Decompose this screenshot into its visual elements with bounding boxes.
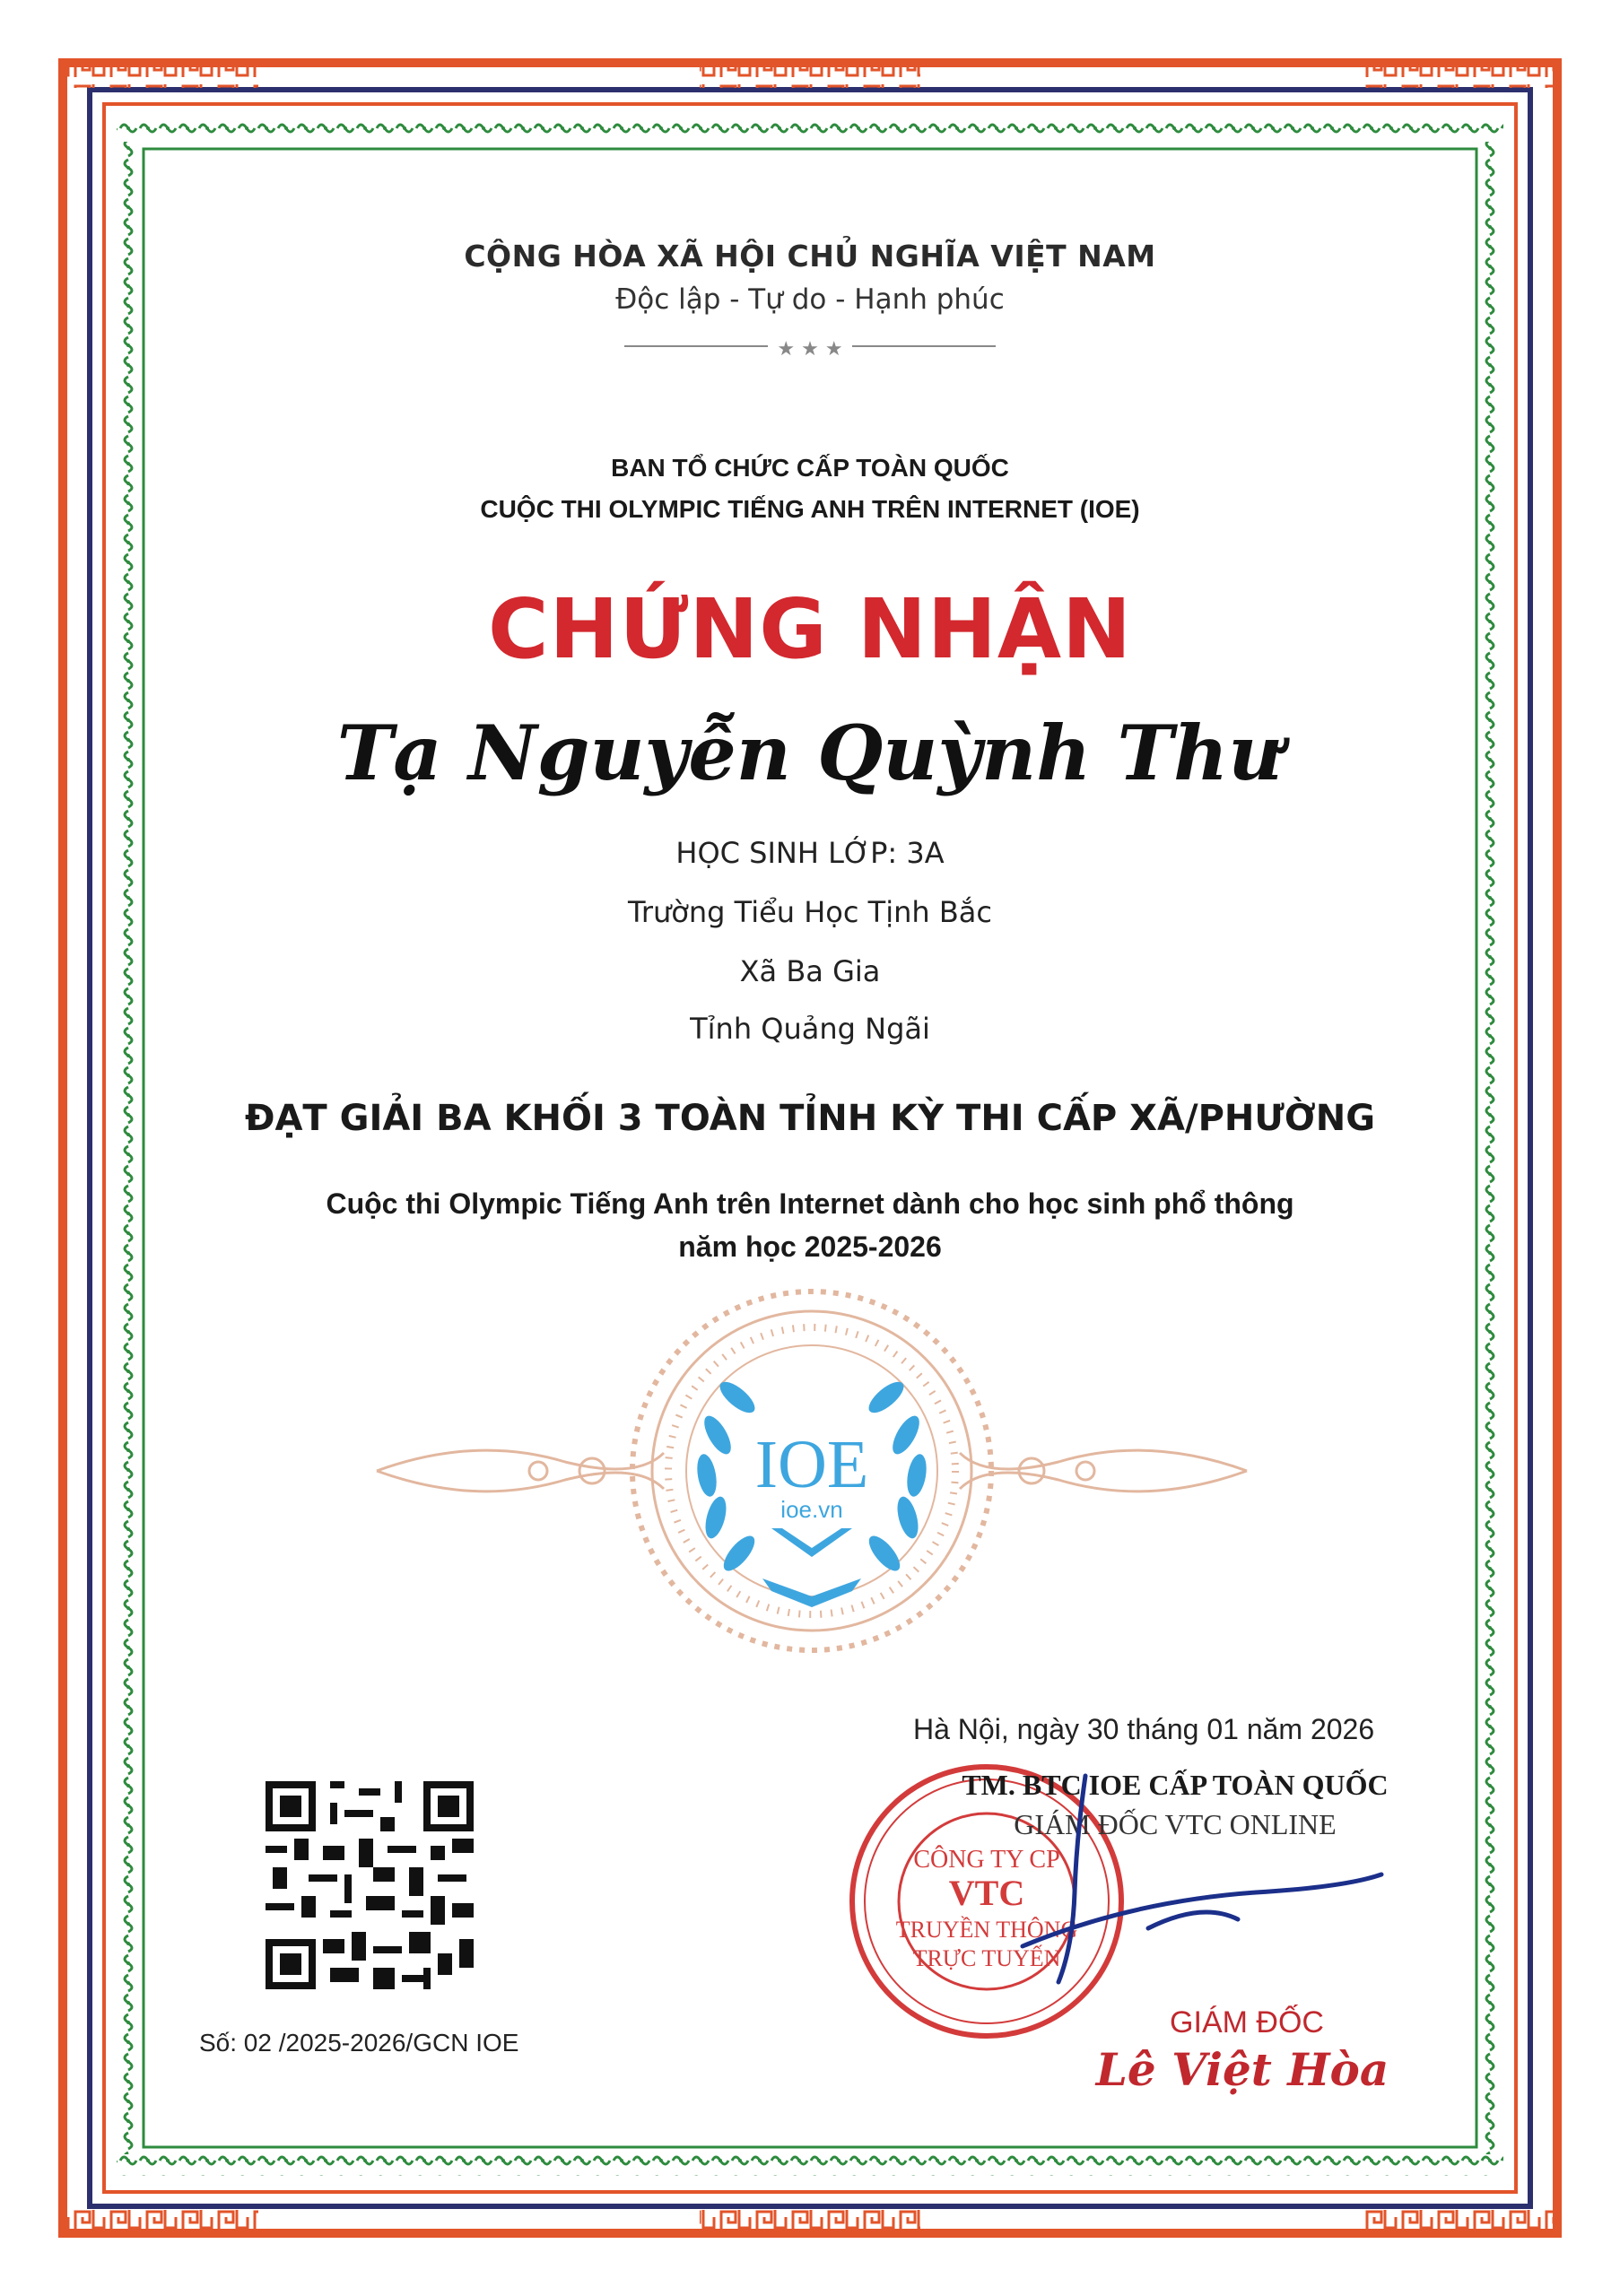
certificate-title: CHỨNG NHẬN [487,581,1133,677]
student-class: HỌC SINH LỚP: 3A [675,836,945,870]
seal-line-2: VTC [948,1873,1025,1913]
recipient-name: Tạ Nguyễn Quỳnh Thư [336,709,1284,797]
signer-name: Lê Việt Hòa [1095,2043,1389,2096]
seal-line-3: TRUYỀN THÔNG [895,1917,1078,1943]
ornament-flourish-right [960,1450,1247,1492]
ioe-logo-url: ioe.vn [780,1496,843,1523]
qr-code [266,1781,474,1989]
contest-description-line-2: năm học 2025-2026 [678,1231,942,1263]
signer-title: GIÁM ĐỐC [1170,2005,1324,2039]
svg-text:★ ★ ★: ★ ★ ★ [777,338,843,361]
handwritten-signature [969,1767,1399,1991]
seal-line-1: CÔNG TY CP [913,1846,1060,1874]
commune-name: Xã Ba Gia [739,954,881,988]
place-and-date: Hà Nội, ngày 30 tháng 01 năm 2026 [913,1713,1375,1745]
award-text: ĐẠT GIẢI BA KHỐI 3 TOÀN TỈNH KỲ THI CẤP XÃ/PHƯỜNG [244,1098,1376,1139]
chevron-icon [771,1528,852,1557]
ioe-logo-text: IOE [754,1427,869,1502]
contest-description-line-1: Cuộc thi Olympic Tiếng Anh trên Internet dành cho học sinh phổ thông [326,1187,1294,1220]
signatory-role: TM. BTC IOE CẤP TOÀN QUỐC [962,1769,1389,1801]
certificate-number: Số: 02 /2025-2026/GCN IOE [199,2029,519,2057]
school-name: Trường Tiểu Học Tịnh Bắc [628,895,992,929]
national-motto: Độc lập - Tự do - Hạnh phúc [615,283,1005,316]
organizer-line-2: CUỘC THI OLYMPIC TIẾNG ANH TRÊN INTERNET (IOE) [480,495,1140,523]
organizer-line-1: BAN TỔ CHỨC CẤP TOÀN QUỐC [611,454,1009,482]
seal-line-4: TRỰC TUYẾN [912,1945,1061,1971]
signatory-position: GIÁM ĐỐC VTC ONLINE [1014,1808,1337,1840]
ioe-emblem [368,1283,1256,1659]
province-name: Tỉnh Quảng Ngãi [690,1012,930,1046]
ornament-flourish-left [377,1450,664,1492]
nation-title: CỘNG HÒA XÃ HỘI CHỦ NGHĨA VIỆT NAM [464,239,1156,274]
